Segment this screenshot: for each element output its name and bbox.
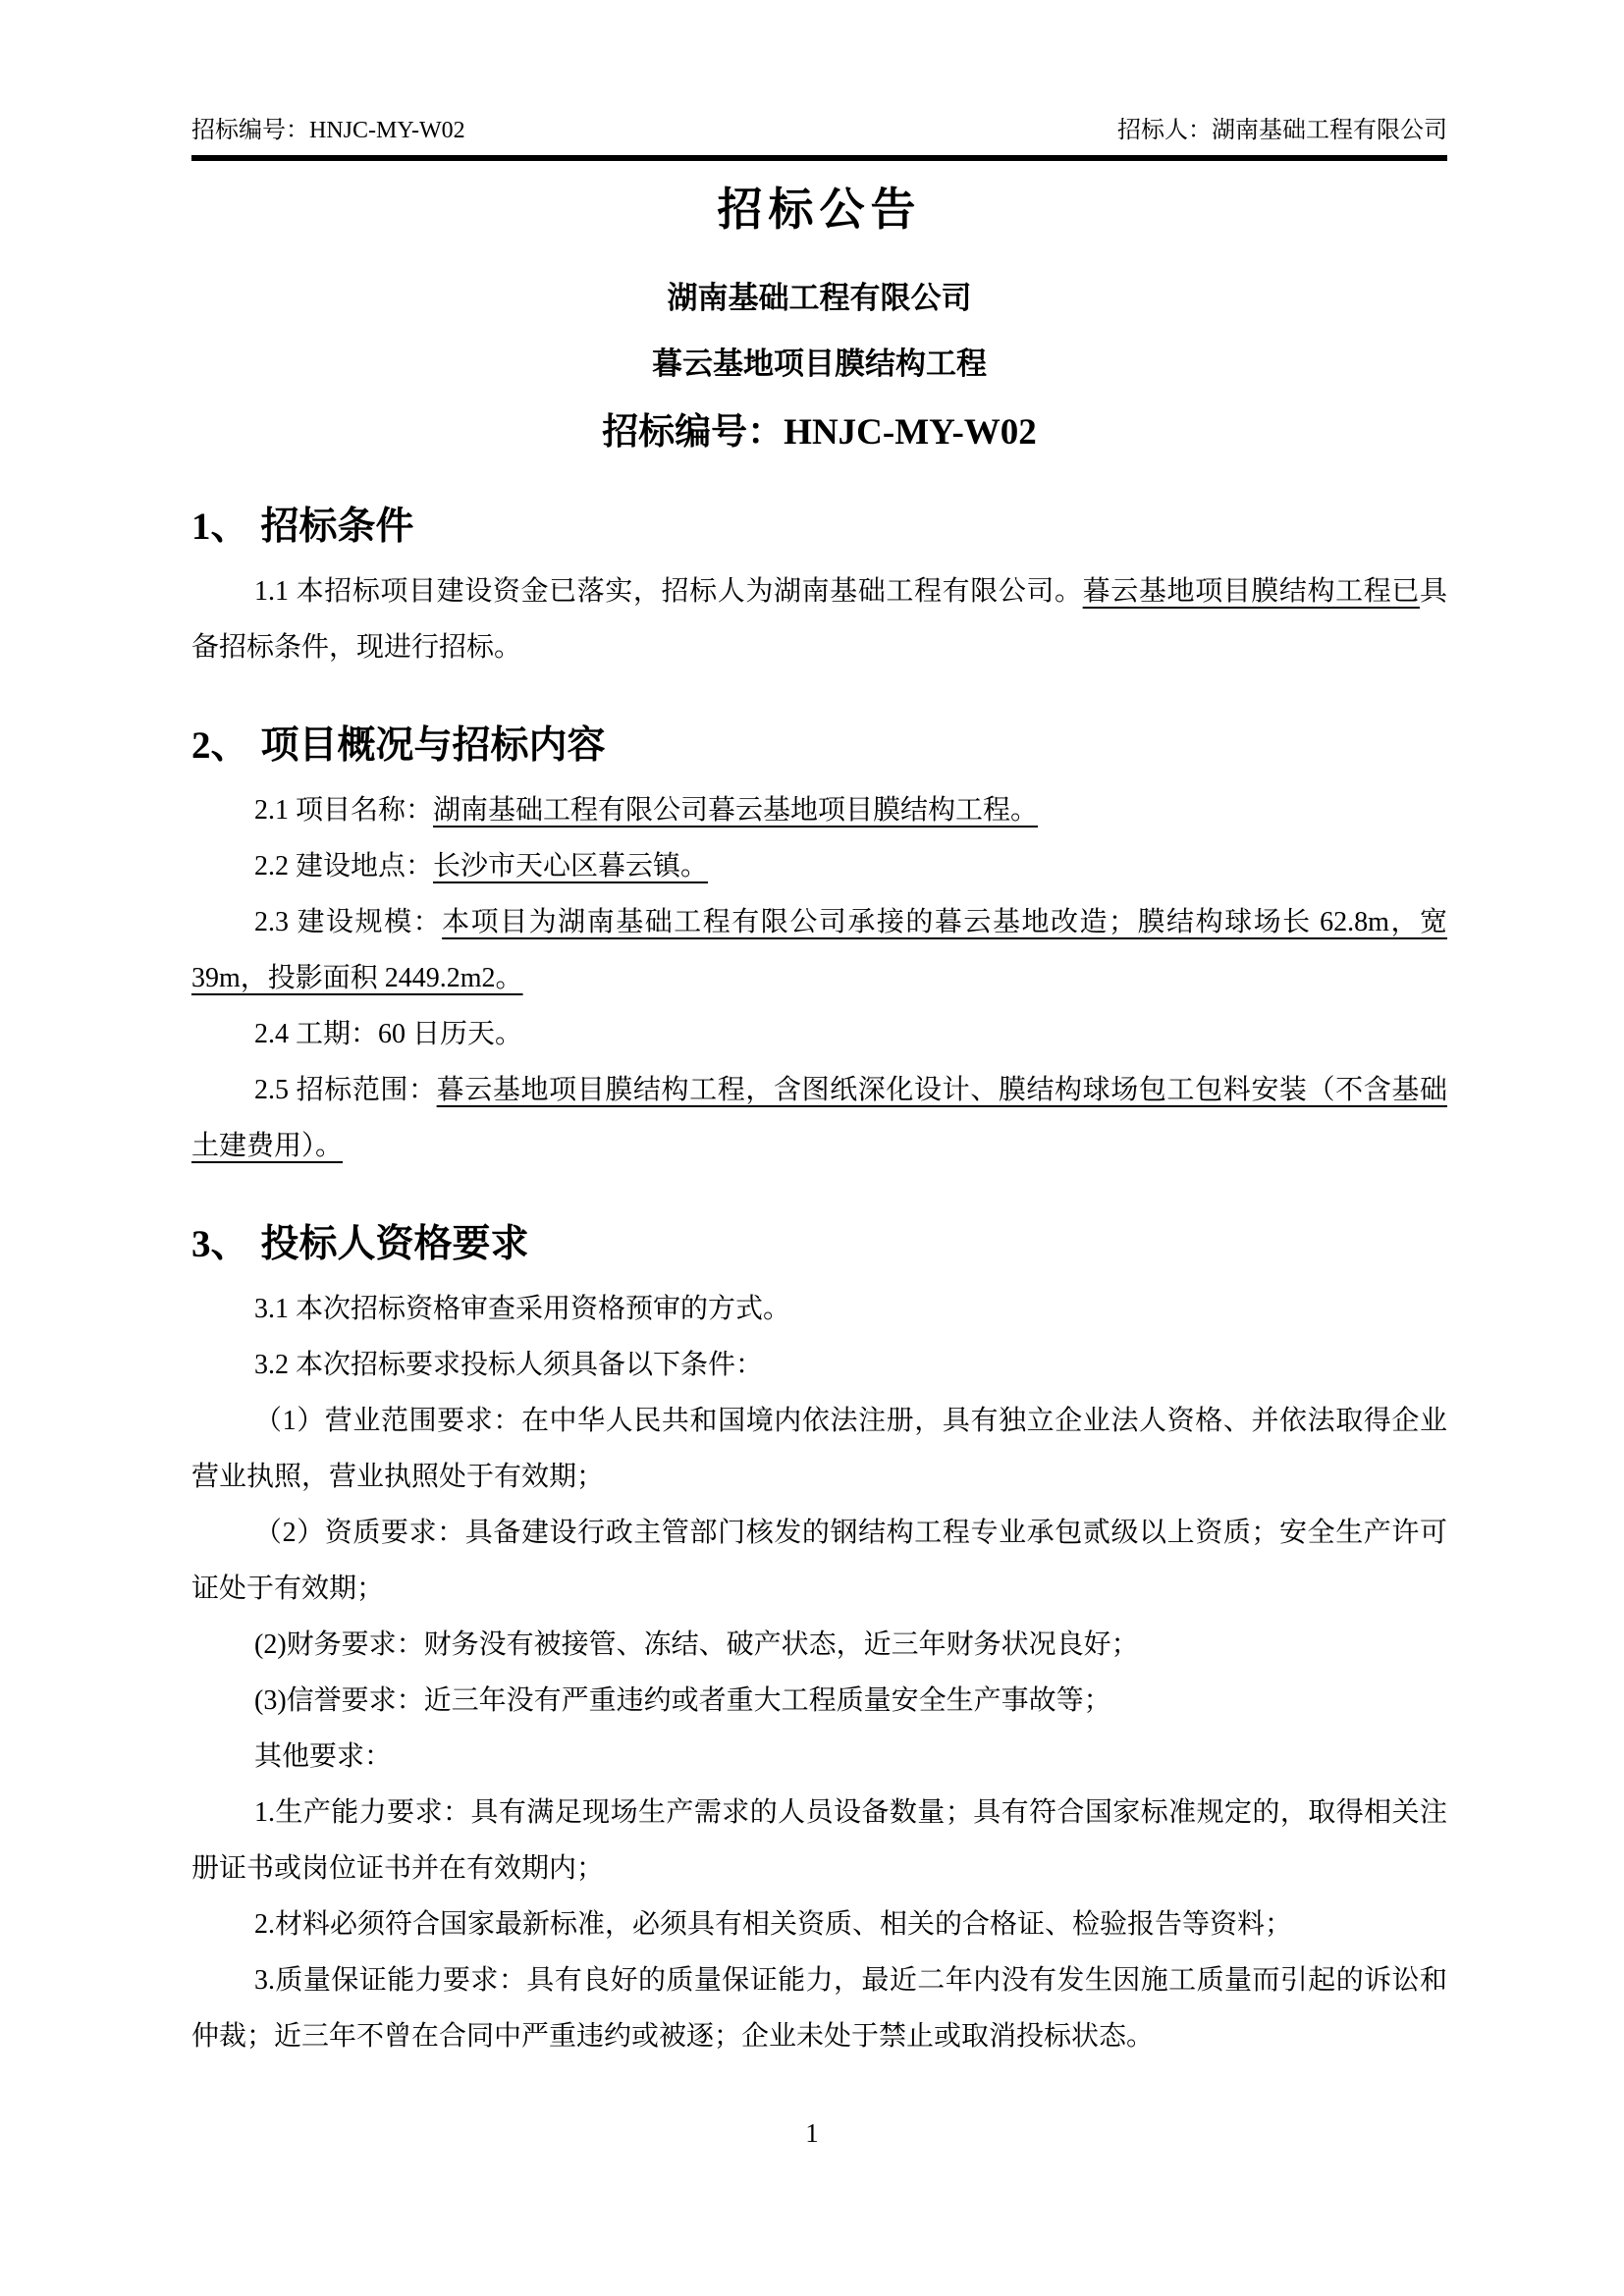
text-run: 2.3 建设规模： [254, 907, 443, 937]
page-header [191, 116, 1447, 161]
section [191, 722, 1447, 1174]
paragraph [191, 1785, 1447, 1896]
subtitle-tender-number: 招标编号：HNJC-MY-W02 [602, 412, 1037, 453]
paragraph [191, 1337, 1447, 1393]
paragraph [191, 1281, 1447, 1337]
text-run: 2.4 工期：60 日历天。 [254, 1019, 523, 1049]
page-number: 1 [805, 2118, 819, 2148]
section-number: 1、 [191, 506, 249, 548]
paragraph [191, 563, 1447, 675]
section-heading [191, 722, 1447, 769]
text-run: 其他要求： [254, 1741, 393, 1772]
underlined-text-run: 暮云基地项目膜结构工程已 [1082, 576, 1420, 607]
text-run: 1.1 本招标项目建设资金已落实，招标人为湖南基础工程有限公司。 [254, 576, 1083, 607]
document-title: 招标公告 [717, 185, 922, 235]
text-run: (3)信誉要求：近三年没有严重违约或者重大工程质量安全生产事故等； [254, 1685, 1111, 1716]
section-heading [191, 504, 1447, 550]
header-tender-number-label: 招标编号：HNJC-MY-W02 [191, 118, 465, 143]
text-run: 具备招标条件，现进行招标。 [191, 576, 1447, 663]
paragraph [191, 838, 1447, 894]
header-tenderee-label: 招标人：湖南基础工程有限公司 [1117, 118, 1447, 143]
underlined-text-run: 暮云基地项目膜结构工程，含图纸深化设计、膜结构球场包工包料安装（不含基础土建费用）。 [191, 1075, 1447, 1161]
subtitle-company: 湖南基础工程有限公司 [667, 281, 972, 315]
paragraph [191, 1393, 1447, 1505]
text-run: 3.1 本次招标资格审查采用资格预审的方式。 [254, 1294, 791, 1324]
section-title: 项目概况与招标内容 [260, 724, 606, 767]
text-run: 3.质量保证能力要求：具有良好的质量保证能力，最近二年内没有发生因施工质量而引起的诉讼和仲裁；近三年不曾在合同中严重违约或被逐；企业未处于禁止或取消投标状态。 [191, 1965, 1447, 2052]
text-run: 2.2 建设地点： [254, 851, 434, 881]
underlined-text-run: 本项目为湖南基础工程有限公司承接的暮云基地改造；膜结构球场长 62.8m，宽39m，投影面积 2449.2m2。 [191, 907, 1447, 993]
subtitle-project: 暮云基地项目膜结构工程 [652, 347, 987, 381]
section [191, 504, 1447, 675]
text-run: (2)财务要求：财务没有被接管、冻结、破产状态，近三年财务状况良好； [254, 1629, 1139, 1660]
section-title: 投标人资格要求 [260, 1223, 529, 1265]
paragraph [191, 1673, 1447, 1729]
paragraph [191, 1505, 1447, 1617]
paragraph [191, 1729, 1447, 1785]
paragraph [191, 1006, 1447, 1062]
paragraph [191, 1952, 1447, 2064]
text-run: 2.材料必须符合国家最新标准，必须具有相关资质、相关的合格证、检验报告等资料； [254, 1909, 1293, 1940]
paragraph [191, 1062, 1447, 1174]
section-heading [191, 1221, 1447, 1267]
section-title: 招标条件 [260, 506, 414, 548]
underlined-text-run: 湖南基础工程有限公司暮云基地项目膜结构工程。 [433, 795, 1039, 826]
section [191, 1221, 1447, 2064]
document-body [191, 504, 1447, 2064]
text-run: 2.5 招标范围： [254, 1075, 437, 1105]
section-number: 2、 [191, 724, 249, 767]
text-run: 2.1 项目名称： [254, 795, 434, 826]
text-run: （2）资质要求：具备建设行政主管部门核发的钢结构工程专业承包贰级以上资质；安全生产许可证处于有效期； [191, 1518, 1447, 1604]
underlined-text-run: 长沙市天心区暮云镇。 [433, 851, 709, 881]
text-run: 3.2 本次招标要求投标人须具备以下条件： [254, 1350, 764, 1380]
paragraph [191, 1617, 1447, 1673]
text-run: 1.生产能力要求：具有满足现场生产需求的人员设备数量；具有符合国家标准规定的，取得相关注册证书或岗位证书并在有效期内； [191, 1797, 1447, 1884]
paragraph [191, 894, 1447, 1006]
text-run: （1）营业范围要求：在中华人民共和国境内依法注册，具有独立企业法人资格、并依法取得企业营业执照，营业执照处于有效期； [191, 1406, 1447, 1492]
section-number: 3、 [191, 1223, 249, 1265]
paragraph [191, 782, 1447, 838]
paragraph [191, 1896, 1447, 1952]
